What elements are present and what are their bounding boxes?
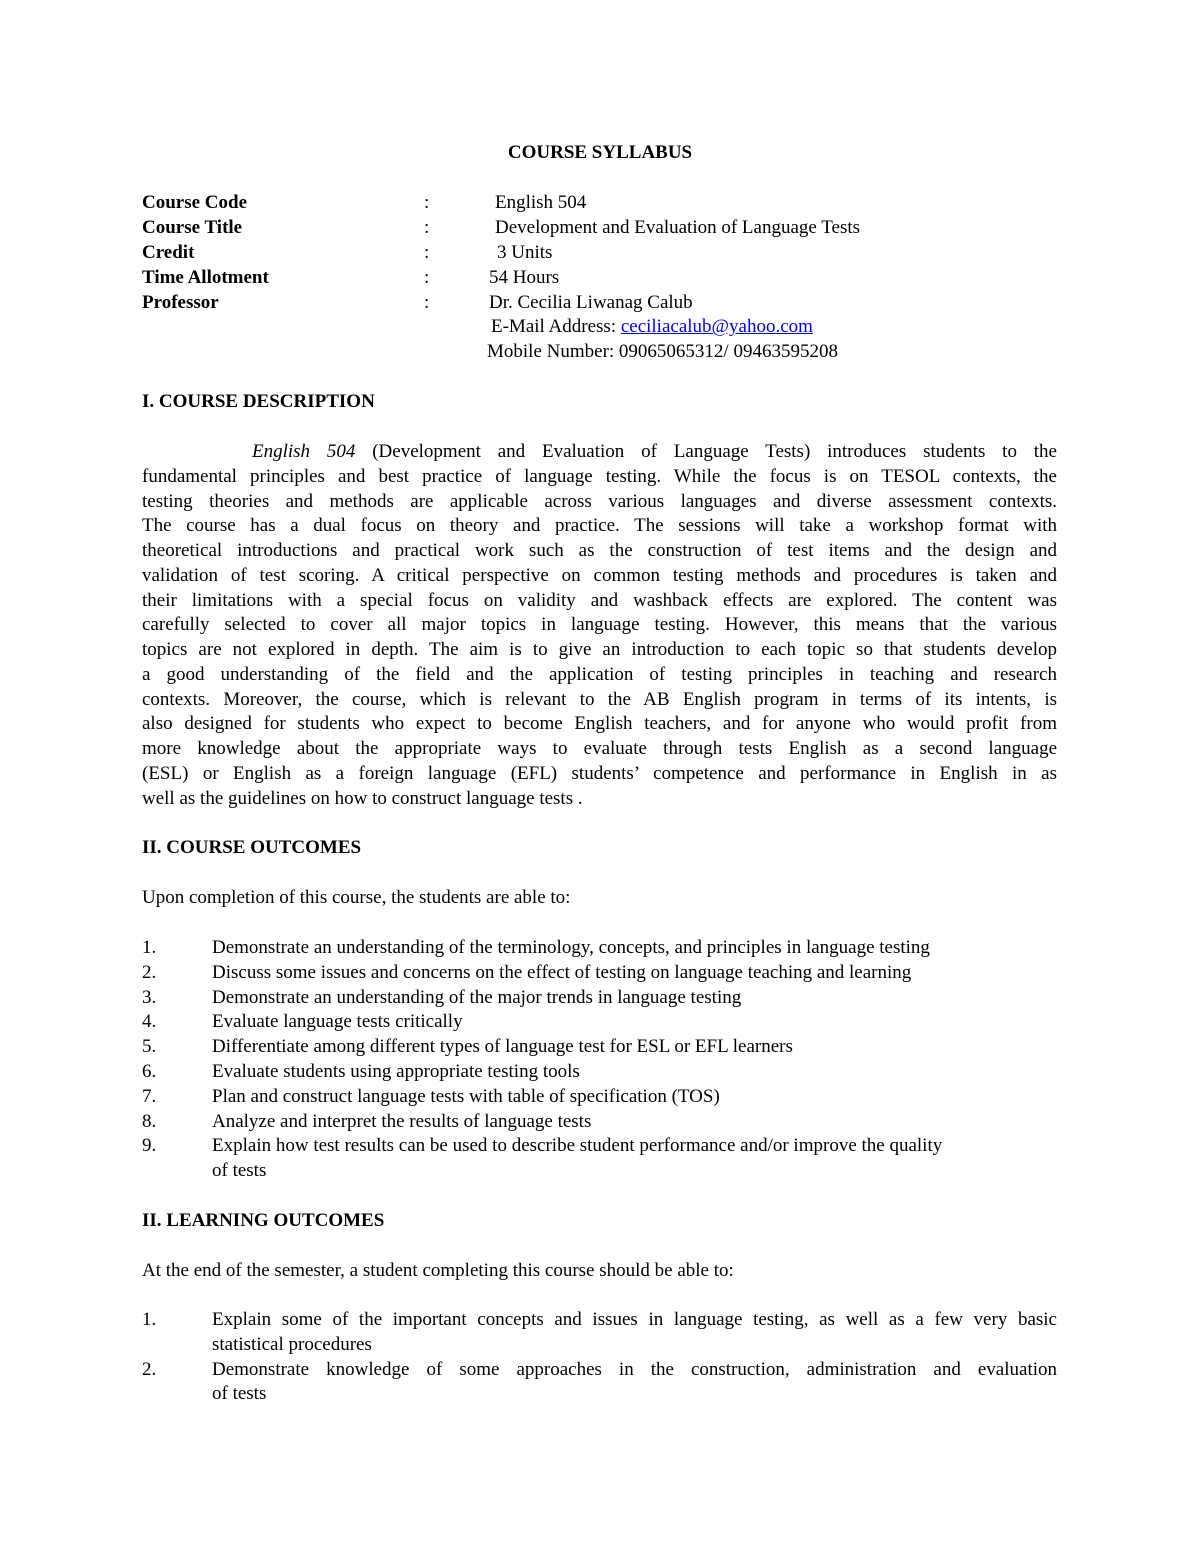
paragraph-line: fundamental principles and best practice of language testing. While the focus is on TESOL contexts, the [142,465,1057,487]
list-text: Demonstrate knowledge of some approaches in the construction, administration and evaluation [212,1358,1057,1380]
list-text-continued: statistical procedures [212,1333,372,1355]
course-code-label: Course Code [142,192,248,213]
course-title-label: Course Title [142,216,243,238]
course-outcomes-heading: II. COURSE OUTCOMES [142,837,362,858]
list-item [142,1010,1057,1035]
list-item [142,986,1057,1011]
list-text: Explain some of the important concepts and issues in language testing, as well as a few very basic [212,1309,1057,1330]
time-allotment-colon: : [424,266,430,288]
document-title: COURSE SYLLABUS [507,142,693,163]
learning-outcomes-intro: At the end of the semester, a student completing this course should be able to: [142,1260,734,1281]
learning-outcomes-heading: II. LEARNING OUTCOMES [142,1210,385,1231]
list-number: 6. [142,1060,157,1082]
course-title-colon: : [424,216,430,238]
list-item [142,1060,1057,1085]
email-line [491,315,813,340]
time-allotment-value: 54 Hours [489,266,560,288]
course-name-italic: English 504 [252,441,356,462]
list-text-continued: of tests [212,1383,267,1405]
list-number: 1. [142,937,157,958]
paragraph-line: a good understanding of the field and the application of testing principles in teaching and research [142,663,1057,685]
paragraph-line: also designed for students who expect to become English teachers, and for anyone who would profit from [142,713,1057,735]
list-text: Analyze and interpret the results of language tests [212,1110,592,1132]
paragraph-line: topics are not explored in depth. The aim is to give an introduction to each topic so that students develop [142,639,1057,660]
list-number: 7. [142,1085,157,1107]
course-title-value: Development and Evaluation of Language Tests [495,216,861,238]
list-item [142,1085,1057,1110]
paragraph-line: carefully selected to cover all major topics in language testing. However, this means that the various [142,614,1057,636]
email-label: E-Mail Address: [491,316,621,338]
list-number: 9. [142,1135,157,1157]
list-number: 2. [142,1358,157,1380]
list-item [142,1308,1057,1358]
list-text: Differentiate among different types of language test for ESL or EFL learners [212,1036,793,1058]
paragraph-line: validation of test scoring. A critical perspective on common testing methods and procedures is taken and [142,564,1057,586]
time-allotment-label: Time Allotment [142,266,269,288]
list-text: Evaluate language tests critically [212,1011,463,1033]
list-number: 3. [142,986,157,1008]
learning-outcomes-list [142,1308,1057,1407]
list-number: 5. [142,1036,157,1058]
course-code-colon: : [424,192,430,213]
list-text: Evaluate students using appropriate testing tools [212,1060,580,1082]
paragraph-line: (ESL) or English as a foreign language (EFL) students’ competence and performance in English in as [142,762,1057,784]
paragraph-line: their limitations with a special focus on validity and washback effects are explored. The content was [142,589,1057,611]
list-item [142,961,1057,986]
email-link[interactable]: ceciliacalub@yahoo.com [620,316,813,338]
paragraph-line: more knowledge about the appropriate ways to evaluate through tests English as a second language [142,738,1057,759]
list-item [142,1358,1057,1408]
professor-label: Professor [142,291,219,313]
list-text-continued: of tests [212,1160,267,1182]
list-text: Explain how test results can be used to describe student performance and/or improve the quality [212,1135,943,1157]
paragraph-line: well as the guidelines on how to construct language tests . [142,787,583,809]
list-number: 4. [142,1011,157,1033]
paragraph-line: contexts. Moreover, the course, which is relevant to the AB English program in terms of its intents, is [142,688,1057,710]
list-item [142,936,1057,961]
course-outcomes-intro: Upon completion of this course, the students are able to: [142,887,571,908]
paragraph-line: theoretical introductions and practical work such as the construction of test items and the design and [142,540,1057,561]
course-code-value: English 504 [495,192,587,213]
paragraph-line: testing theories and methods are applicable across various languages and diverse assessment contexts. [142,490,1057,512]
list-number: 1. [142,1309,157,1330]
list-number: 8. [142,1110,157,1132]
course-description-heading: I. COURSE DESCRIPTION [142,391,375,412]
professor-value: Dr. Cecilia Liwanag Calub [489,291,693,313]
paragraph-line: The course has a dual focus on theory and practice. The sessions will take a workshop format with [142,515,1057,537]
credit-colon: : [424,241,430,263]
list-text: Discuss some issues and concerns on the effect of testing on language teaching and learning [212,961,912,983]
professor-colon: : [424,291,430,313]
list-text: Plan and construct language tests with table of specification (TOS) [212,1085,720,1107]
paragraph-line: English 504 (Development and Evaluation of Language Tests) introduces students to the [252,441,1057,462]
course-description-paragraph [142,440,1057,811]
credit-label: Credit [142,241,195,263]
list-item [142,1035,1057,1060]
course-outcomes-list [142,936,1057,1184]
mobile-number: Mobile Number: 09065065312/ 09463595208 [487,341,838,363]
list-item [142,1134,1057,1184]
list-number: 2. [142,961,157,983]
credit-value: 3 Units [497,241,553,263]
list-text: Demonstrate an understanding of the major trends in language testing [212,986,742,1008]
list-item [142,1110,1057,1135]
list-text: Demonstrate an understanding of the terminology, concepts, and principles in language testing [212,937,930,958]
